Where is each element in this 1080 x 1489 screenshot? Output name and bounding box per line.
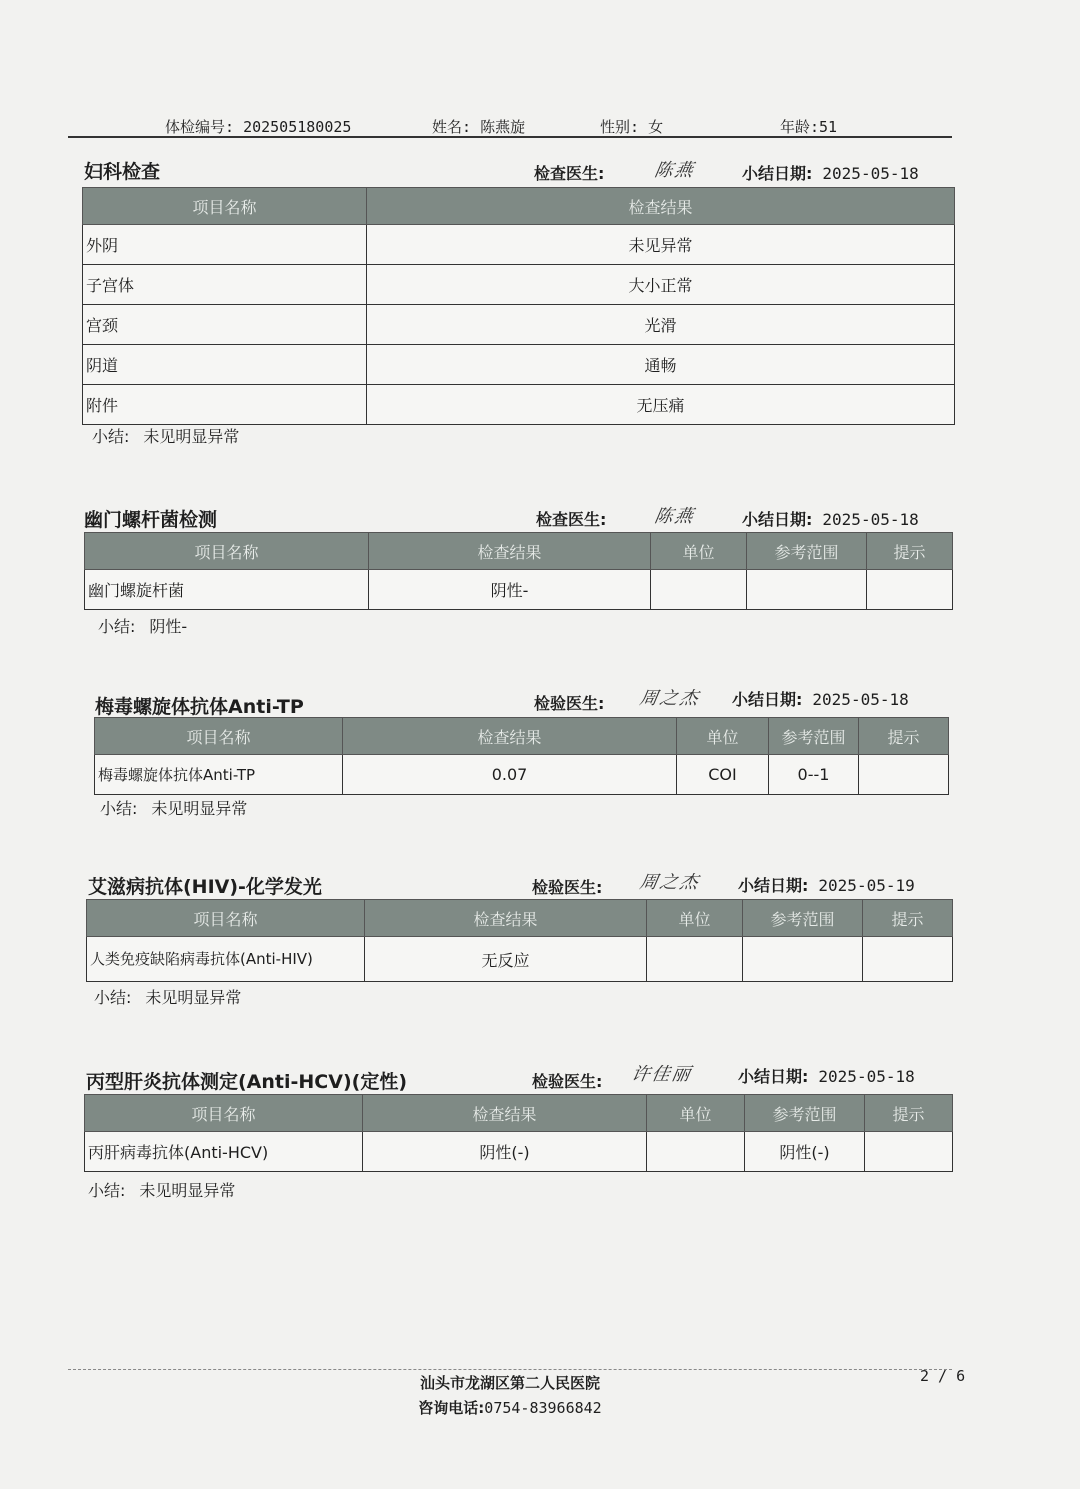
- table-header-row: [95, 718, 949, 755]
- table-row: [83, 385, 955, 425]
- patient-gender-value: 女: [648, 118, 664, 136]
- syphilis-table: [94, 717, 949, 795]
- column-header: 检查结果: [363, 1095, 647, 1132]
- column-header: 提示: [867, 533, 953, 570]
- doctor-label-hpylori: 检查医生:: [536, 510, 607, 529]
- item-unit: COI: [677, 755, 769, 795]
- column-header: 项目名称: [87, 900, 365, 937]
- item-result: 光滑: [367, 305, 955, 345]
- summary-label: 小结:: [92, 427, 130, 446]
- phone-label: 咨询电话:: [418, 1399, 485, 1417]
- item-result: 阴性(-): [363, 1132, 647, 1172]
- consult-phone: [0, 1397, 1020, 1418]
- column-header: 项目名称: [95, 718, 343, 755]
- item-hint: [859, 755, 949, 795]
- summary-date-syphilis: [732, 687, 909, 710]
- patient-name-value: 陈燕旋: [480, 118, 526, 136]
- hospital-name: 汕头市龙湖区第二人民医院: [419, 1374, 600, 1392]
- summary-label: 小结:: [88, 1181, 126, 1200]
- item-hint: [867, 570, 953, 610]
- column-header: 参考范围: [747, 533, 867, 570]
- column-header: 项目名称: [85, 1095, 363, 1132]
- column-header: 单位: [677, 718, 769, 755]
- item-result: 无压痛: [367, 385, 955, 425]
- table-header-row: [85, 1095, 953, 1132]
- summary-date-hcv: [738, 1064, 915, 1087]
- date-value: 2025-05-18: [818, 1067, 915, 1086]
- item-name: 子宫体: [83, 265, 367, 305]
- summary-hcv: [88, 1178, 235, 1201]
- column-header: 提示: [863, 900, 953, 937]
- column-header: 单位: [647, 1095, 745, 1132]
- column-header: 项目名称: [85, 533, 369, 570]
- date-value: 2025-05-18: [812, 690, 909, 709]
- table-row: [83, 345, 955, 385]
- gynecology-table: [82, 187, 955, 425]
- date-value: 2025-05-19: [818, 876, 915, 895]
- summary-date-hpylori: [742, 507, 919, 530]
- exam-number-value: 202505180025: [243, 118, 352, 136]
- patient-gender-label: 性别:: [600, 118, 640, 136]
- item-unit: [647, 1132, 745, 1172]
- item-name: 附件: [83, 385, 367, 425]
- column-header: 检查结果: [365, 900, 647, 937]
- table-row: [95, 755, 949, 795]
- item-reference: [743, 937, 863, 982]
- column-header: 检查结果: [343, 718, 677, 755]
- footer-divider: [68, 1369, 952, 1370]
- column-header: 参考范围: [743, 900, 863, 937]
- summary-date-hiv: [738, 873, 915, 896]
- item-result: 阴性-: [369, 570, 651, 610]
- date-label: 小结日期:: [738, 876, 809, 895]
- table-row: [83, 305, 955, 345]
- table-row: [83, 225, 955, 265]
- summary-hpylori: [98, 614, 187, 637]
- date-label: 小结日期:: [742, 164, 813, 183]
- hiv-table: [86, 899, 953, 982]
- column-header: 检查结果: [369, 533, 651, 570]
- section-title-syphilis: 梅毒螺旋体抗体Anti-TP: [95, 696, 304, 718]
- item-hint: [863, 937, 953, 982]
- column-header: 单位: [647, 900, 743, 937]
- table-row: [85, 570, 953, 610]
- column-header: 提示: [865, 1095, 953, 1132]
- header-divider: [68, 136, 952, 138]
- item-name: 梅毒螺旋体抗体Anti-TP: [95, 755, 343, 795]
- summary-text: 未见明显异常: [143, 427, 240, 446]
- item-hint: [865, 1132, 953, 1172]
- item-name: 宫颈: [83, 305, 367, 345]
- item-reference: 0--1: [769, 755, 859, 795]
- hpylori-table: [84, 532, 953, 610]
- summary-text: 未见明显异常: [151, 799, 248, 818]
- summary-gynecology: [92, 424, 239, 447]
- item-result: 大小正常: [367, 265, 955, 305]
- item-result: 无反应: [365, 937, 647, 982]
- section-title-hiv: 艾滋病抗体(HIV)-化学发光: [88, 876, 322, 898]
- item-name: 外阴: [83, 225, 367, 265]
- item-name: 人类免疫缺陷病毒抗体(Anti-HIV): [87, 937, 365, 982]
- exam-number: [165, 116, 351, 137]
- patient-age: [780, 116, 837, 137]
- table-row: [85, 1132, 953, 1172]
- patient-name: [432, 116, 525, 137]
- column-header: 参考范围: [745, 1095, 865, 1132]
- summary-text: 未见明显异常: [145, 988, 242, 1007]
- phone-value: 0754-83966842: [484, 1399, 602, 1417]
- doctor-label-gynecology: 检查医生:: [534, 164, 605, 183]
- item-name: 阴道: [83, 345, 367, 385]
- exam-number-label: 体检编号:: [165, 118, 235, 136]
- item-result: 0.07: [343, 755, 677, 795]
- doctor-signature-hiv: 周之杰: [637, 872, 702, 893]
- item-reference: [747, 570, 867, 610]
- item-unit: [647, 937, 743, 982]
- item-reference: 阴性(-): [745, 1132, 865, 1172]
- summary-text: 阴性-: [149, 617, 188, 636]
- table-header-row: [85, 533, 953, 570]
- column-header: 单位: [651, 533, 747, 570]
- summary-hiv: [94, 985, 241, 1008]
- column-header: 检查结果: [367, 188, 955, 225]
- doctor-signature-hcv: 许佳丽: [629, 1064, 694, 1085]
- item-result: 未见异常: [367, 225, 955, 265]
- item-name: 幽门螺旋杆菌: [85, 570, 369, 610]
- section-title-hpylori: 幽门螺杆菌检测: [84, 509, 218, 531]
- date-value: 2025-05-18: [822, 510, 919, 529]
- column-header: 提示: [859, 718, 949, 755]
- table-header-row: [83, 188, 955, 225]
- item-result: 通畅: [367, 345, 955, 385]
- date-label: 小结日期:: [738, 1067, 809, 1086]
- column-header: 项目名称: [83, 188, 367, 225]
- doctor-signature-gynecology: 陈燕: [652, 160, 697, 181]
- table-row: [87, 937, 953, 982]
- doctor-label-hiv: 检验医生:: [532, 878, 603, 897]
- summary-date-gynecology: [742, 161, 919, 184]
- page-number: 2 / 6: [920, 1367, 966, 1385]
- summary-label: 小结:: [98, 617, 136, 636]
- summary-label: 小结:: [94, 988, 132, 1007]
- summary-text: 未见明显异常: [139, 1181, 236, 1200]
- summary-syphilis: [100, 796, 247, 819]
- doctor-signature-hpylori: 陈燕: [652, 506, 697, 527]
- doctor-label-hcv: 检验医生:: [532, 1072, 603, 1091]
- column-header: 参考范围: [769, 718, 859, 755]
- doctor-signature-syphilis: 周之杰: [637, 688, 702, 709]
- summary-label: 小结:: [100, 799, 138, 818]
- patient-age-value: 51: [819, 118, 838, 136]
- date-value: 2025-05-18: [822, 164, 919, 183]
- date-label: 小结日期:: [732, 690, 803, 709]
- patient-gender: [600, 116, 663, 137]
- section-title-hcv: 丙型肝炎抗体测定(Anti-HCV)(定性): [86, 1071, 407, 1093]
- date-label: 小结日期:: [742, 510, 813, 529]
- item-name: 丙肝病毒抗体(Anti-HCV): [85, 1132, 363, 1172]
- table-row: [83, 265, 955, 305]
- hcv-table: [84, 1094, 953, 1172]
- patient-name-label: 姓名:: [432, 118, 472, 136]
- table-header-row: [87, 900, 953, 937]
- section-title-gynecology: 妇科检查: [84, 161, 161, 183]
- doctor-label-syphilis: 检验医生:: [534, 694, 605, 713]
- patient-age-label: 年龄:: [780, 118, 820, 136]
- item-unit: [651, 570, 747, 610]
